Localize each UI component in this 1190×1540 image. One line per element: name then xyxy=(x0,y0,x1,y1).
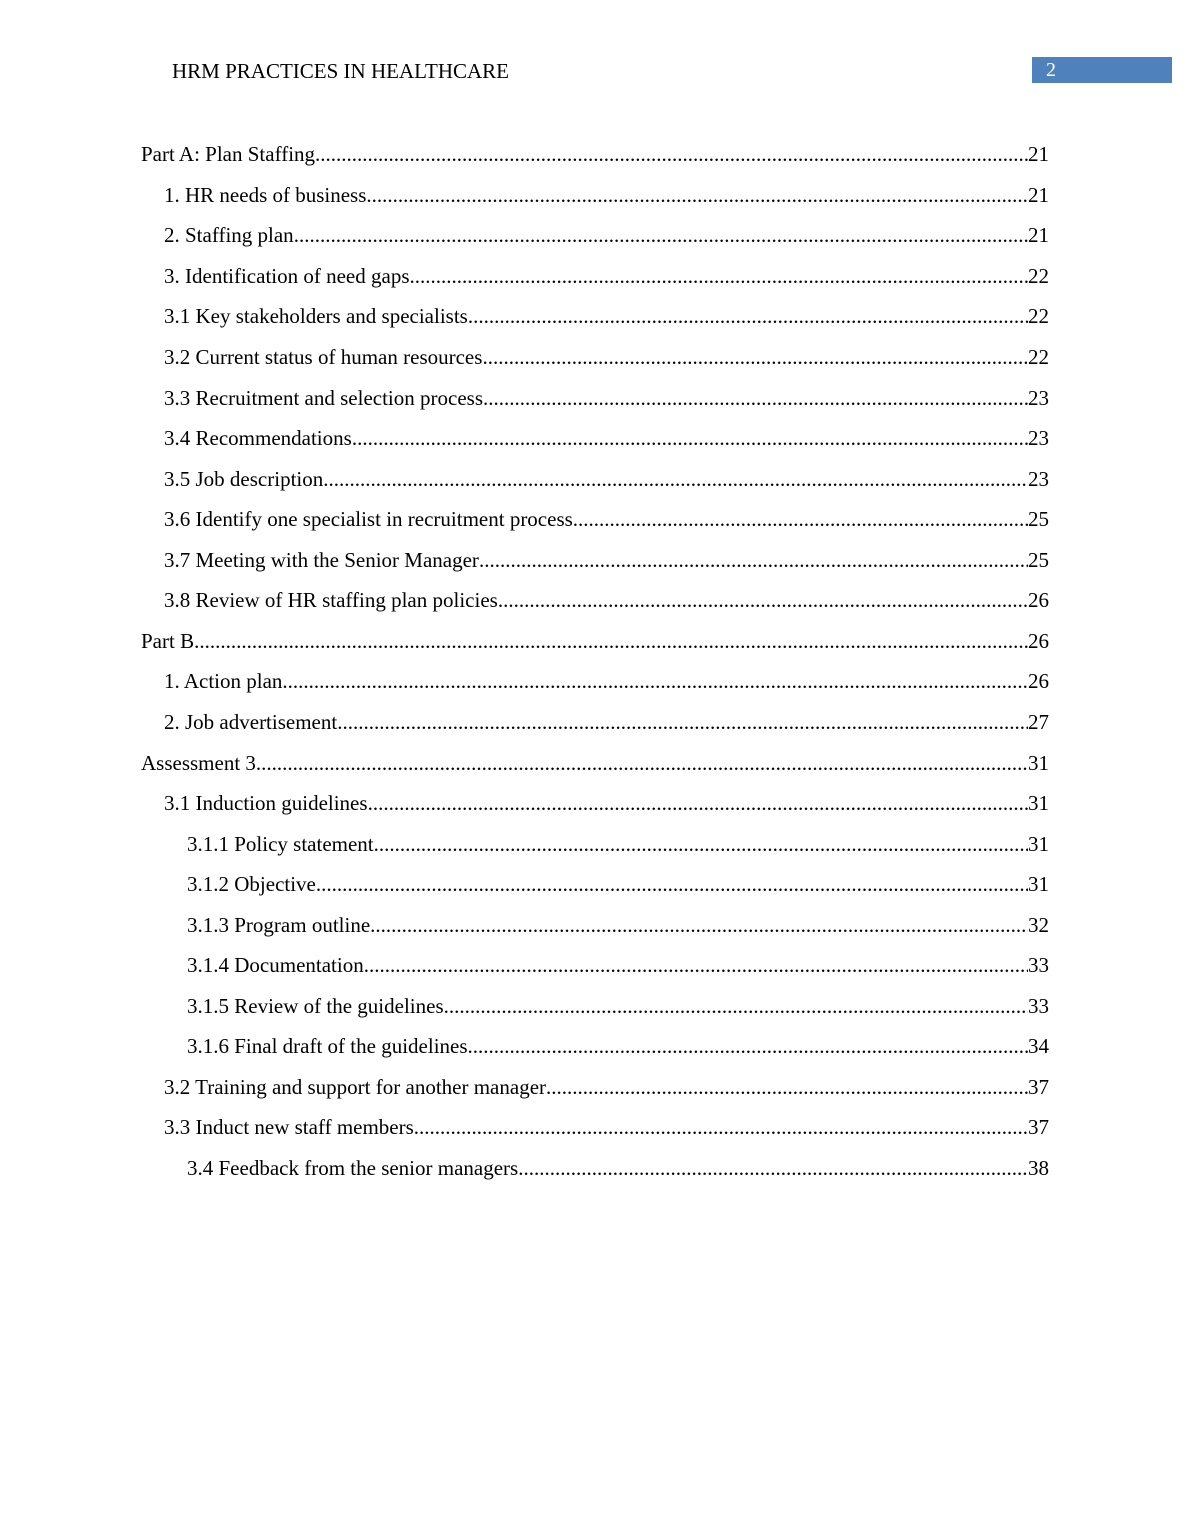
toc-entry-page: 38 xyxy=(1028,1156,1049,1180)
toc-entry-page: 27 xyxy=(1028,710,1049,734)
toc-dot-leader xyxy=(316,870,1028,898)
toc-entry-label: 3.1.2 Objective xyxy=(187,872,316,896)
toc-entry-label: 3.6 Identify one specialist in recruitment process xyxy=(164,507,573,531)
toc-entry[interactable] xyxy=(164,181,1049,209)
toc-entry-label: 2. Job advertisement xyxy=(164,710,338,734)
toc-entry-label: 3.3 Recruitment and selection process xyxy=(164,386,483,410)
page-number: 2 xyxy=(1046,59,1056,81)
toc-entry-page: 37 xyxy=(1028,1115,1049,1139)
toc-entry[interactable] xyxy=(164,789,1049,817)
toc-entry[interactable] xyxy=(164,1113,1049,1141)
toc-entry[interactable] xyxy=(187,830,1049,858)
toc-dot-leader xyxy=(368,789,1028,817)
toc-entry[interactable] xyxy=(187,911,1049,939)
toc-entry-page: 31 xyxy=(1028,791,1049,815)
toc-entry[interactable] xyxy=(164,221,1049,249)
toc-entry-label: 3. Identification of need gaps xyxy=(164,264,410,288)
toc-entry-label: 3.1.1 Policy statement xyxy=(187,832,374,856)
toc-dot-leader xyxy=(374,830,1028,858)
toc-dot-leader xyxy=(194,627,1028,655)
toc-entry-label: 2. Staffing plan xyxy=(164,223,294,247)
toc-entry-page: 32 xyxy=(1028,913,1049,937)
toc-entry-page: 25 xyxy=(1028,507,1049,531)
toc-dot-leader xyxy=(483,384,1028,412)
toc-entry-label: 3.1.4 Documentation xyxy=(187,953,364,977)
toc-dot-leader xyxy=(410,262,1029,290)
toc-entry[interactable] xyxy=(164,302,1049,330)
toc-entry-page: 31 xyxy=(1028,751,1049,775)
toc-entry-label: 3.4 Recommendations xyxy=(164,426,352,450)
toc-entry-label: 1. Action plan xyxy=(164,669,283,693)
toc-dot-leader xyxy=(315,140,1028,168)
toc-dot-leader xyxy=(468,1032,1028,1060)
toc-entry-label: 3.4 Feedback from the senior managers xyxy=(187,1156,519,1180)
toc-entry[interactable] xyxy=(164,708,1049,736)
toc-entry-label: 3.3 Induct new staff members xyxy=(164,1115,414,1139)
toc-dot-leader xyxy=(370,911,1028,939)
toc-entry-page: 21 xyxy=(1028,142,1049,166)
toc-entry-page: 33 xyxy=(1028,994,1049,1018)
toc-dot-leader xyxy=(468,302,1028,330)
toc-entry-label: 3.1.5 Review of the guidelines xyxy=(187,994,444,1018)
toc-entry-page: 22 xyxy=(1028,304,1049,328)
toc-entry-label: Part B xyxy=(141,629,195,653)
toc-dot-leader xyxy=(479,546,1028,574)
toc-dot-leader xyxy=(364,951,1028,979)
toc-entry[interactable] xyxy=(164,667,1049,695)
toc-entry[interactable] xyxy=(164,465,1049,493)
toc-entry[interactable] xyxy=(164,384,1049,412)
toc-dot-leader xyxy=(498,586,1028,614)
toc-entry-label: 1. HR needs of business xyxy=(164,183,367,207)
toc-entry[interactable] xyxy=(164,424,1049,452)
toc-entry-page: 34 xyxy=(1028,1034,1049,1058)
toc-dot-leader xyxy=(282,667,1028,695)
toc-dot-leader xyxy=(323,465,1028,493)
toc-entry-label: 3.5 Job description xyxy=(164,467,324,491)
toc-entry-label: 3.1 Induction guidelines xyxy=(164,791,368,815)
toc-entry[interactable] xyxy=(164,546,1049,574)
toc-entry-label: Assessment 3 xyxy=(141,751,256,775)
toc-entry-label: 3.1 Key stakeholders and specialists xyxy=(164,304,468,328)
toc-entry-label: 3.7 Meeting with the Senior Manager xyxy=(164,548,479,572)
page-number-badge xyxy=(1032,57,1172,83)
toc-entry-label: 3.1.3 Program outline xyxy=(187,913,371,937)
toc-dot-leader xyxy=(444,992,1028,1020)
toc-entry-label: 3.8 Review of HR staffing plan policies xyxy=(164,588,498,612)
toc-entry-page: 26 xyxy=(1028,669,1049,693)
running-header-title: HRM PRACTICES IN HEALTHCARE xyxy=(172,59,510,83)
toc-entry-page: 31 xyxy=(1028,832,1049,856)
toc-entry[interactable] xyxy=(164,586,1049,614)
toc-entry[interactable] xyxy=(141,140,1049,168)
toc-entry-label: 3.2 Current status of human resources xyxy=(164,345,483,369)
toc-dot-leader xyxy=(337,708,1028,736)
toc-entry[interactable] xyxy=(187,951,1049,979)
toc-entry[interactable] xyxy=(187,1032,1049,1060)
toc-dot-leader xyxy=(546,1073,1028,1101)
toc-entry-page: 26 xyxy=(1028,588,1049,612)
toc-dot-leader xyxy=(256,749,1028,777)
toc-entry[interactable] xyxy=(187,870,1049,898)
toc-entry-label: 3.1.6 Final draft of the guidelines xyxy=(187,1034,468,1058)
toc-entry[interactable] xyxy=(187,992,1049,1020)
toc-dot-leader xyxy=(482,343,1028,371)
toc-entry-page: 37 xyxy=(1028,1075,1049,1099)
toc-entry-page: 26 xyxy=(1028,629,1049,653)
toc-dot-leader xyxy=(414,1113,1028,1141)
toc-entry[interactable] xyxy=(164,505,1049,533)
toc-entry[interactable] xyxy=(187,1154,1049,1182)
toc-dot-leader xyxy=(366,181,1028,209)
toc-entry-page: 31 xyxy=(1028,872,1049,896)
toc-dot-leader xyxy=(573,505,1028,533)
toc-dot-leader xyxy=(294,221,1028,249)
toc-entry[interactable] xyxy=(164,343,1049,371)
toc-entry[interactable] xyxy=(164,262,1049,290)
toc-entry-page: 22 xyxy=(1028,345,1049,369)
toc-entry[interactable] xyxy=(164,1073,1049,1101)
toc-entry-label: 3.2 Training and support for another manager xyxy=(164,1075,547,1099)
toc-entry-page: 23 xyxy=(1028,386,1049,410)
toc-entry-page: 21 xyxy=(1028,183,1049,207)
toc-entry-page: 33 xyxy=(1028,953,1049,977)
toc-entry-page: 23 xyxy=(1028,426,1049,450)
toc-entry[interactable] xyxy=(141,627,1049,655)
toc-dot-leader xyxy=(352,424,1028,452)
toc-entry-page: 25 xyxy=(1028,548,1049,572)
toc-entry[interactable] xyxy=(141,749,1049,777)
toc-entry-label: Part A: Plan Staffing xyxy=(141,142,316,166)
toc-entry-page: 21 xyxy=(1028,223,1049,247)
toc-entry-page: 23 xyxy=(1028,467,1049,491)
toc-entry-page: 22 xyxy=(1028,264,1049,288)
toc-dot-leader xyxy=(518,1154,1028,1182)
